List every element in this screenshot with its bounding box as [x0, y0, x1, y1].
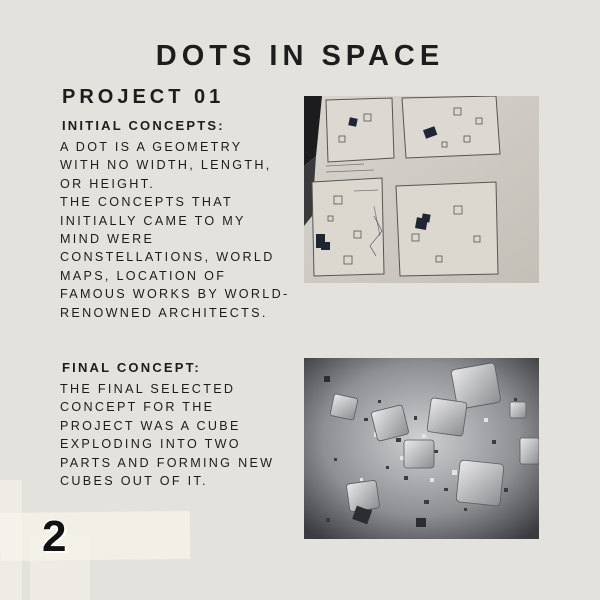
page-title: DOTS IN SPACE [155, 40, 445, 72]
initial-concepts-text: A DOT IS A GEOMETRY WITH NO WIDTH, LENGTH, OR HEIGHT. THE CONCEPTS THAT INITIALLY CAME TO MY MIND WERE CONSTELLATIONS, WORLD MAPS, LOCATION OF FAMOUS WORKS BY WORLD- RENOWNED ARCHITECTS. [60, 140, 290, 320]
final-concept-text: THE FINAL SELECTED CONCEPT FOR THE PROJECT WAS A CUBE EXPLODING INTO TWO PARTS AND FORMING NEW CUBES OUT OF IT. [60, 382, 275, 489]
page-number: 2 [42, 512, 67, 561]
final-concept-heading: FINAL CONCEPT: [62, 360, 201, 375]
tape-strip-horizontal [0, 511, 190, 561]
cube-image [304, 358, 539, 539]
project-label: PROJECT 01 [62, 86, 225, 108]
exploding-cube-render [304, 358, 539, 539]
concept-sketches-photo [304, 96, 539, 283]
sketch-image [304, 96, 539, 283]
initial-concepts-heading: INITIAL CONCEPTS: [62, 118, 225, 133]
